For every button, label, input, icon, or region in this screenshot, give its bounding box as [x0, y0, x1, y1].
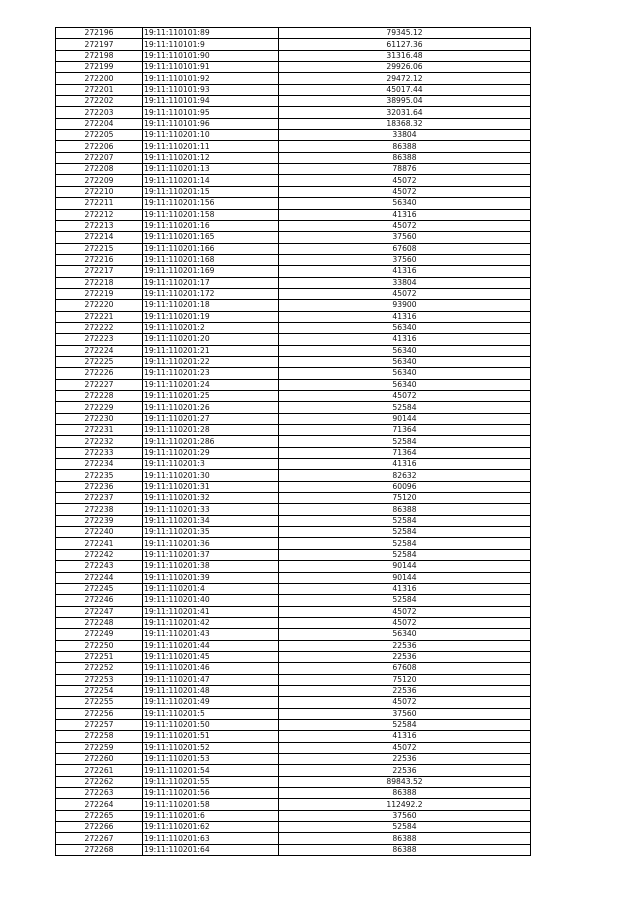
value-cell: 56340 — [279, 345, 531, 356]
cadastral-number-cell: 19:11:110201:172 — [143, 288, 279, 299]
value-cell: 52584 — [279, 436, 531, 447]
table-row — [56, 198, 531, 209]
value-cell: 86388 — [279, 844, 531, 855]
value-cell: 41316 — [279, 266, 531, 277]
value-cell: 52584 — [279, 515, 531, 526]
cadastral-number-cell: 19:11:110201:24 — [143, 379, 279, 390]
table-row — [56, 515, 531, 526]
row-number-cell: 272211 — [56, 198, 143, 209]
value-cell: 33804 — [279, 130, 531, 141]
row-number-cell: 272234 — [56, 459, 143, 470]
table-row — [56, 379, 531, 390]
table-row — [56, 254, 531, 265]
table-row — [56, 595, 531, 606]
cadastral-number-cell: 19:11:110201:156 — [143, 198, 279, 209]
table-row — [56, 345, 531, 356]
cadastral-number-cell: 19:11:110201:62 — [143, 822, 279, 833]
row-number-cell: 272251 — [56, 651, 143, 662]
table-body — [56, 28, 531, 856]
cadastral-number-cell: 19:11:110201:4 — [143, 583, 279, 594]
row-number-cell: 272208 — [56, 164, 143, 175]
row-number-cell: 272259 — [56, 742, 143, 753]
value-cell: 52584 — [279, 719, 531, 730]
row-number-cell: 272228 — [56, 391, 143, 402]
cadastral-number-cell: 19:11:110201:42 — [143, 617, 279, 628]
table-row — [56, 232, 531, 243]
cadastral-number-cell: 19:11:110201:51 — [143, 731, 279, 742]
cadastral-number-cell: 19:11:110201:25 — [143, 391, 279, 402]
cadastral-number-cell: 19:11:110201:22 — [143, 356, 279, 367]
table-row — [56, 436, 531, 447]
value-cell: 45017.44 — [279, 84, 531, 95]
cadastral-number-cell: 19:11:110201:41 — [143, 606, 279, 617]
value-cell: 86388 — [279, 504, 531, 515]
value-cell: 71364 — [279, 447, 531, 458]
cadastral-number-cell: 19:11:110201:21 — [143, 345, 279, 356]
cadastral-number-cell: 19:11:110201:165 — [143, 232, 279, 243]
value-cell: 90144 — [279, 561, 531, 572]
cadastral-number-cell: 19:11:110201:49 — [143, 697, 279, 708]
value-cell: 79345.12 — [279, 28, 531, 39]
row-number-cell: 272200 — [56, 73, 143, 84]
row-number-cell: 272266 — [56, 822, 143, 833]
value-cell: 61127.36 — [279, 39, 531, 50]
row-number-cell: 272229 — [56, 402, 143, 413]
value-cell: 67608 — [279, 243, 531, 254]
cadastral-number-cell: 19:11:110201:46 — [143, 663, 279, 674]
row-number-cell: 272241 — [56, 538, 143, 549]
row-number-cell: 272263 — [56, 788, 143, 799]
cadastral-number-cell: 19:11:110201:54 — [143, 765, 279, 776]
cadastral-number-cell: 19:11:110201:33 — [143, 504, 279, 515]
value-cell: 41316 — [279, 459, 531, 470]
value-cell: 60096 — [279, 481, 531, 492]
cadastral-number-cell: 19:11:110201:32 — [143, 493, 279, 504]
value-cell: 56340 — [279, 322, 531, 333]
row-number-cell: 272221 — [56, 311, 143, 322]
value-cell: 22536 — [279, 685, 531, 696]
cadastral-number-cell: 19:11:110201:23 — [143, 368, 279, 379]
cadastral-number-cell: 19:11:110201:20 — [143, 334, 279, 345]
value-cell: 22536 — [279, 651, 531, 662]
row-number-cell: 272196 — [56, 28, 143, 39]
table-row — [56, 617, 531, 628]
value-cell: 45072 — [279, 220, 531, 231]
row-number-cell: 272257 — [56, 719, 143, 730]
row-number-cell: 272258 — [56, 731, 143, 742]
cadastral-number-cell: 19:11:110101:94 — [143, 96, 279, 107]
table-row — [56, 538, 531, 549]
cadastral-number-cell: 19:11:110201:36 — [143, 538, 279, 549]
cadastral-number-cell: 19:11:110201:28 — [143, 425, 279, 436]
cadastral-number-cell: 19:11:110201:30 — [143, 470, 279, 481]
row-number-cell: 272250 — [56, 640, 143, 651]
value-cell: 22536 — [279, 765, 531, 776]
cadastral-number-cell: 19:11:110201:27 — [143, 413, 279, 424]
row-number-cell: 272207 — [56, 152, 143, 163]
value-cell: 56340 — [279, 379, 531, 390]
table-row — [56, 799, 531, 810]
table-row — [56, 776, 531, 787]
value-cell: 56340 — [279, 629, 531, 640]
row-number-cell: 272239 — [56, 515, 143, 526]
row-number-cell: 272248 — [56, 617, 143, 628]
row-number-cell: 272233 — [56, 447, 143, 458]
value-cell: 52584 — [279, 595, 531, 606]
cadastral-number-cell: 19:11:110201:39 — [143, 572, 279, 583]
table-row — [56, 674, 531, 685]
table-row — [56, 481, 531, 492]
value-cell: 37560 — [279, 232, 531, 243]
table-row — [56, 220, 531, 231]
cadastral-number-cell: 19:11:110101:93 — [143, 84, 279, 95]
table-row — [56, 186, 531, 197]
cadastral-number-cell: 19:11:110201:37 — [143, 549, 279, 560]
cadastral-number-cell: 19:11:110201:31 — [143, 481, 279, 492]
row-number-cell: 272230 — [56, 413, 143, 424]
table-row — [56, 368, 531, 379]
value-cell: 78876 — [279, 164, 531, 175]
table-row — [56, 810, 531, 821]
row-number-cell: 272217 — [56, 266, 143, 277]
table-row — [56, 118, 531, 129]
row-number-cell: 272247 — [56, 606, 143, 617]
cadastral-number-cell: 19:11:110101:90 — [143, 50, 279, 61]
cadastral-number-cell: 19:11:110201:26 — [143, 402, 279, 413]
cadastral-number-cell: 19:11:110201:18 — [143, 300, 279, 311]
row-number-cell: 272249 — [56, 629, 143, 640]
cadastral-number-cell: 19:11:110201:50 — [143, 719, 279, 730]
row-number-cell: 272245 — [56, 583, 143, 594]
cadastral-number-cell: 19:11:110201:6 — [143, 810, 279, 821]
cadastral-number-cell: 19:11:110201:43 — [143, 629, 279, 640]
row-number-cell: 272244 — [56, 572, 143, 583]
table-row — [56, 311, 531, 322]
value-cell: 86388 — [279, 833, 531, 844]
table-row — [56, 833, 531, 844]
cadastral-number-cell: 19:11:110101:9 — [143, 39, 279, 50]
value-cell: 112492.2 — [279, 799, 531, 810]
cadastral-number-cell: 19:11:110201:286 — [143, 436, 279, 447]
row-number-cell: 272227 — [56, 379, 143, 390]
table-row — [56, 572, 531, 583]
value-cell: 82632 — [279, 470, 531, 481]
table-row — [56, 788, 531, 799]
value-cell: 52584 — [279, 402, 531, 413]
row-number-cell: 272254 — [56, 685, 143, 696]
cadastral-number-cell: 19:11:110201:47 — [143, 674, 279, 685]
value-cell: 45072 — [279, 742, 531, 753]
row-number-cell: 272210 — [56, 186, 143, 197]
value-cell: 29472.12 — [279, 73, 531, 84]
cadastral-number-cell: 19:11:110201:13 — [143, 164, 279, 175]
row-number-cell: 272201 — [56, 84, 143, 95]
value-cell: 41316 — [279, 311, 531, 322]
value-cell: 45072 — [279, 175, 531, 186]
row-number-cell: 272240 — [56, 527, 143, 538]
value-cell: 71364 — [279, 425, 531, 436]
row-number-cell: 272268 — [56, 844, 143, 855]
value-cell: 56340 — [279, 198, 531, 209]
value-cell: 37560 — [279, 254, 531, 265]
value-cell: 41316 — [279, 209, 531, 220]
table-row — [56, 583, 531, 594]
row-number-cell: 272246 — [56, 595, 143, 606]
table-row — [56, 130, 531, 141]
table-row — [56, 334, 531, 345]
row-number-cell: 272238 — [56, 504, 143, 515]
table-row — [56, 708, 531, 719]
value-cell: 32031.64 — [279, 107, 531, 118]
cadastral-number-cell: 19:11:110201:44 — [143, 640, 279, 651]
row-number-cell: 272213 — [56, 220, 143, 231]
cadastral-number-cell: 19:11:110201:29 — [143, 447, 279, 458]
value-cell: 75120 — [279, 674, 531, 685]
cadastral-number-cell: 19:11:110201:55 — [143, 776, 279, 787]
value-cell: 52584 — [279, 822, 531, 833]
cadastral-number-cell: 19:11:110101:95 — [143, 107, 279, 118]
value-cell: 93900 — [279, 300, 531, 311]
row-number-cell: 272219 — [56, 288, 143, 299]
table-row — [56, 493, 531, 504]
table-row — [56, 96, 531, 107]
table-row — [56, 402, 531, 413]
row-number-cell: 272267 — [56, 833, 143, 844]
cadastral-number-cell: 19:11:110201:169 — [143, 266, 279, 277]
row-number-cell: 272220 — [56, 300, 143, 311]
cadastral-number-cell: 19:11:110201:10 — [143, 130, 279, 141]
row-number-cell: 272264 — [56, 799, 143, 810]
table-row — [56, 549, 531, 560]
table-row — [56, 844, 531, 855]
row-number-cell: 272225 — [56, 356, 143, 367]
table-row — [56, 697, 531, 708]
value-cell: 45072 — [279, 186, 531, 197]
value-cell: 45072 — [279, 288, 531, 299]
value-cell: 41316 — [279, 731, 531, 742]
value-cell: 45072 — [279, 391, 531, 402]
row-number-cell: 272231 — [56, 425, 143, 436]
cadastral-number-cell: 19:11:110201:168 — [143, 254, 279, 265]
table-row — [56, 322, 531, 333]
table-row — [56, 685, 531, 696]
value-cell: 45072 — [279, 606, 531, 617]
value-cell: 37560 — [279, 708, 531, 719]
row-number-cell: 272222 — [56, 322, 143, 333]
table-row — [56, 459, 531, 470]
value-cell: 18368.32 — [279, 118, 531, 129]
value-cell: 75120 — [279, 493, 531, 504]
row-number-cell: 272206 — [56, 141, 143, 152]
table-row — [56, 663, 531, 674]
cadastral-number-cell: 19:11:110101:89 — [143, 28, 279, 39]
row-number-cell: 272199 — [56, 62, 143, 73]
row-number-cell: 272260 — [56, 754, 143, 765]
value-cell: 90144 — [279, 572, 531, 583]
value-cell: 52584 — [279, 538, 531, 549]
table-row — [56, 300, 531, 311]
table-row — [56, 288, 531, 299]
table-row — [56, 754, 531, 765]
value-cell: 56340 — [279, 368, 531, 379]
cadastral-number-cell: 19:11:110201:3 — [143, 459, 279, 470]
row-number-cell: 272214 — [56, 232, 143, 243]
row-number-cell: 272224 — [56, 345, 143, 356]
table-row — [56, 651, 531, 662]
row-number-cell: 272218 — [56, 277, 143, 288]
table-row — [56, 84, 531, 95]
table-row — [56, 356, 531, 367]
cadastral-number-cell: 19:11:110201:56 — [143, 788, 279, 799]
row-number-cell: 272243 — [56, 561, 143, 572]
table-row — [56, 39, 531, 50]
table-row — [56, 391, 531, 402]
table-row — [56, 606, 531, 617]
value-cell: 22536 — [279, 640, 531, 651]
table-row — [56, 629, 531, 640]
document-page — [55, 27, 531, 856]
cadastral-number-cell: 19:11:110201:52 — [143, 742, 279, 753]
value-cell: 45072 — [279, 697, 531, 708]
row-number-cell: 272252 — [56, 663, 143, 674]
table-row — [56, 640, 531, 651]
row-number-cell: 272232 — [56, 436, 143, 447]
row-number-cell: 272262 — [56, 776, 143, 787]
value-cell: 67608 — [279, 663, 531, 674]
row-number-cell: 272236 — [56, 481, 143, 492]
row-number-cell: 272212 — [56, 209, 143, 220]
cadastral-number-cell: 19:11:110201:166 — [143, 243, 279, 254]
value-cell: 56340 — [279, 356, 531, 367]
table-row — [56, 175, 531, 186]
cadastral-number-cell: 19:11:110101:92 — [143, 73, 279, 84]
table-row — [56, 50, 531, 61]
table-row — [56, 141, 531, 152]
cadastral-number-cell: 19:11:110201:2 — [143, 322, 279, 333]
row-number-cell: 272235 — [56, 470, 143, 481]
cadastral-number-cell: 19:11:110201:15 — [143, 186, 279, 197]
value-cell: 45072 — [279, 617, 531, 628]
value-cell: 86388 — [279, 788, 531, 799]
cadastral-number-cell: 19:11:110201:14 — [143, 175, 279, 186]
row-number-cell: 272265 — [56, 810, 143, 821]
value-cell: 41316 — [279, 334, 531, 345]
table-row — [56, 470, 531, 481]
row-number-cell: 272202 — [56, 96, 143, 107]
row-number-cell: 272216 — [56, 254, 143, 265]
cadastral-number-cell: 19:11:110201:158 — [143, 209, 279, 220]
table-row — [56, 527, 531, 538]
value-cell: 90144 — [279, 413, 531, 424]
cadastral-number-cell: 19:11:110201:40 — [143, 595, 279, 606]
row-number-cell: 272205 — [56, 130, 143, 141]
row-number-cell: 272253 — [56, 674, 143, 685]
row-number-cell: 272256 — [56, 708, 143, 719]
cadastral-number-cell: 19:11:110201:48 — [143, 685, 279, 696]
value-cell: 22536 — [279, 754, 531, 765]
table-row — [56, 822, 531, 833]
row-number-cell: 272198 — [56, 50, 143, 61]
row-number-cell: 272215 — [56, 243, 143, 254]
value-cell: 41316 — [279, 583, 531, 594]
row-number-cell: 272226 — [56, 368, 143, 379]
row-number-cell: 272209 — [56, 175, 143, 186]
value-cell: 29926.06 — [279, 62, 531, 73]
table-row — [56, 277, 531, 288]
table-row — [56, 719, 531, 730]
row-number-cell: 272197 — [56, 39, 143, 50]
row-number-cell: 272237 — [56, 493, 143, 504]
table-row — [56, 152, 531, 163]
table-row — [56, 209, 531, 220]
cadastral-number-cell: 19:11:110201:63 — [143, 833, 279, 844]
cadastral-number-cell: 19:11:110201:34 — [143, 515, 279, 526]
cadastral-number-cell: 19:11:110201:64 — [143, 844, 279, 855]
value-cell: 86388 — [279, 152, 531, 163]
row-number-cell: 272255 — [56, 697, 143, 708]
row-number-cell: 272261 — [56, 765, 143, 776]
table-row — [56, 107, 531, 118]
value-cell: 38995.04 — [279, 96, 531, 107]
cadastral-number-cell: 19:11:110101:96 — [143, 118, 279, 129]
cadastral-number-cell: 19:11:110201:19 — [143, 311, 279, 322]
cadastral-number-cell: 19:11:110201:11 — [143, 141, 279, 152]
row-number-cell: 272203 — [56, 107, 143, 118]
table-row — [56, 765, 531, 776]
value-cell: 89843.52 — [279, 776, 531, 787]
table-row — [56, 504, 531, 515]
cadastral-number-cell: 19:11:110201:17 — [143, 277, 279, 288]
value-cell: 31316.48 — [279, 50, 531, 61]
table-row — [56, 73, 531, 84]
table-row — [56, 62, 531, 73]
value-cell: 86388 — [279, 141, 531, 152]
row-number-cell: 272242 — [56, 549, 143, 560]
cadastral-number-cell: 19:11:110101:91 — [143, 62, 279, 73]
cadastral-number-cell: 19:11:110201:53 — [143, 754, 279, 765]
table-row — [56, 266, 531, 277]
value-cell: 33804 — [279, 277, 531, 288]
table-row — [56, 447, 531, 458]
table-row — [56, 413, 531, 424]
table-row — [56, 731, 531, 742]
value-cell: 37560 — [279, 810, 531, 821]
row-number-cell: 272223 — [56, 334, 143, 345]
cadastral-number-cell: 19:11:110201:12 — [143, 152, 279, 163]
cadastral-number-cell: 19:11:110201:35 — [143, 527, 279, 538]
cadastral-number-cell: 19:11:110201:16 — [143, 220, 279, 231]
cadastral-number-cell: 19:11:110201:45 — [143, 651, 279, 662]
table-row — [56, 561, 531, 572]
data-table — [55, 27, 531, 856]
value-cell: 52584 — [279, 527, 531, 538]
row-number-cell: 272204 — [56, 118, 143, 129]
table-row — [56, 243, 531, 254]
value-cell: 52584 — [279, 549, 531, 560]
table-row — [56, 742, 531, 753]
cadastral-number-cell: 19:11:110201:58 — [143, 799, 279, 810]
cadastral-number-cell: 19:11:110201:38 — [143, 561, 279, 572]
cadastral-number-cell: 19:11:110201:5 — [143, 708, 279, 719]
table-row — [56, 28, 531, 39]
table-row — [56, 425, 531, 436]
table-row — [56, 164, 531, 175]
